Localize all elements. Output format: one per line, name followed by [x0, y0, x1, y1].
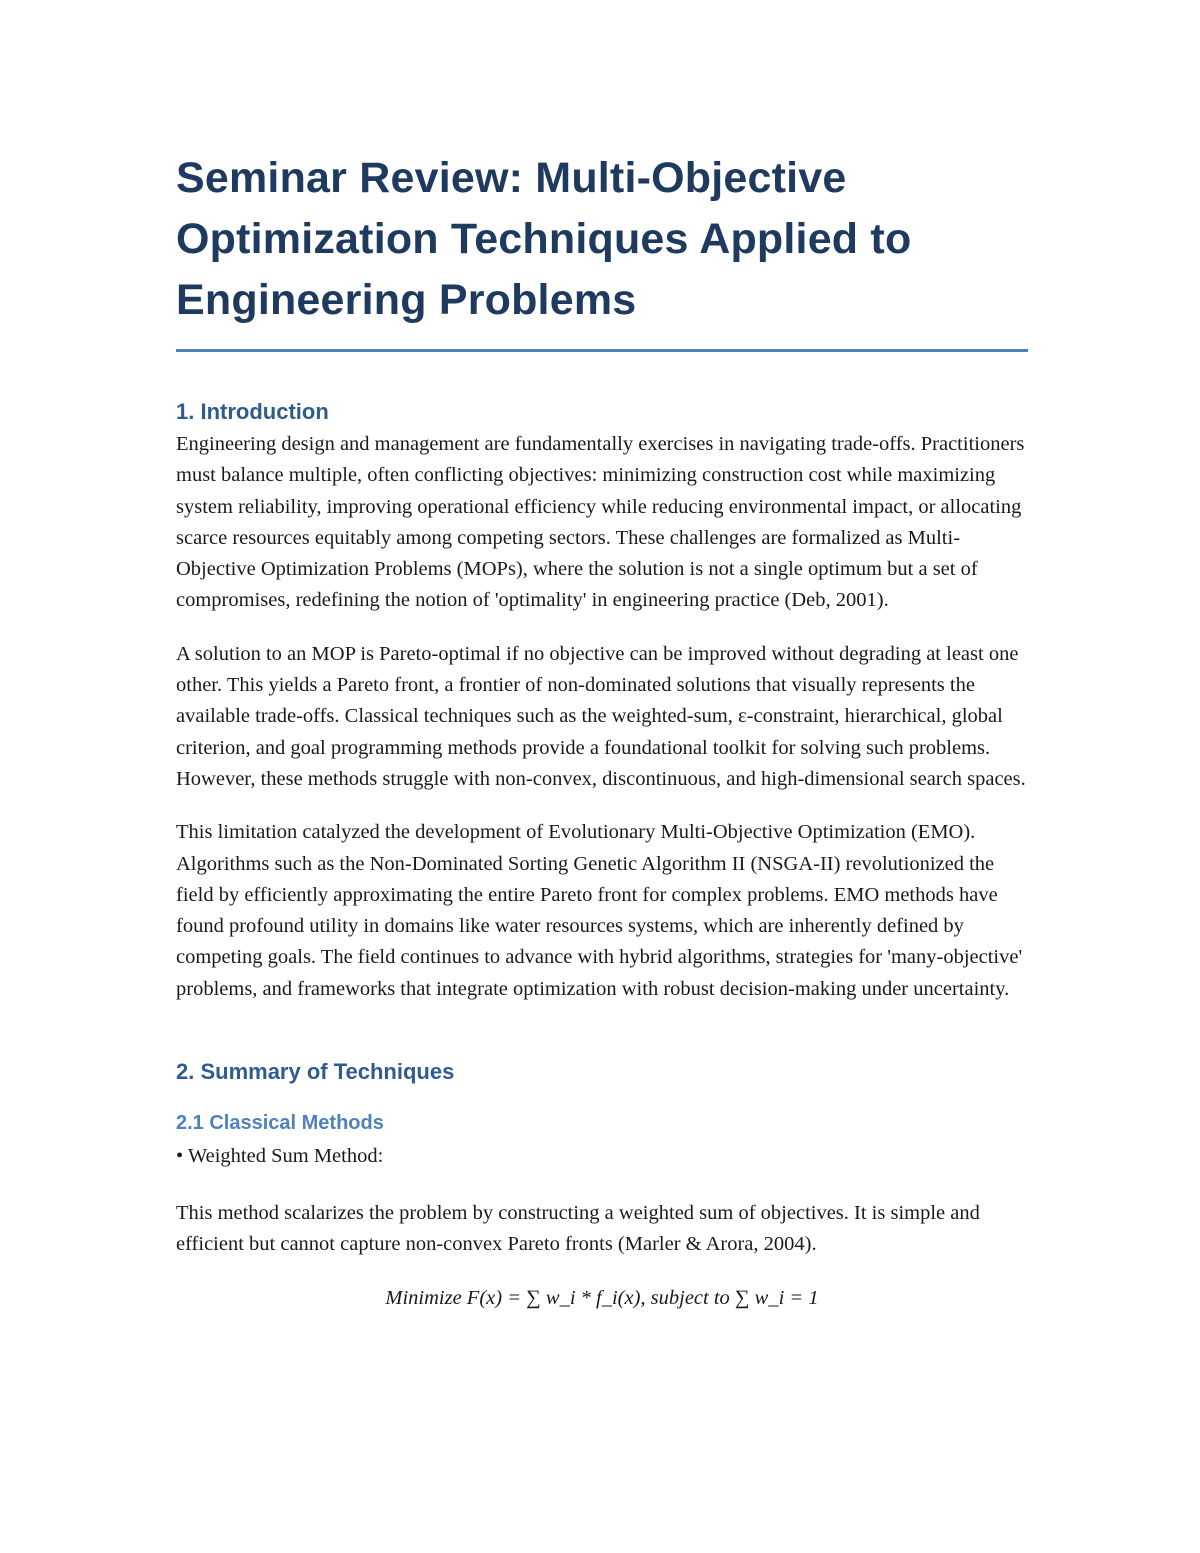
weighted-sum-paragraph: This method scalarizes the problem by constructing a weighted sum of objectives. It is simple and efficient but cannot capture non-convex Pareto fronts (Marler & Arora, 2004). — [176, 1202, 980, 1256]
intro-paragraph-1: Engineering design and management are fundamentally exercises in navigating trade-offs. Practitioners must balance multiple, often conflicting objectives: minimizing construction cost while maximizing system reliability, improving operational efficiency while reducing environmental impact, or allocating scarce resources equitably among competing sectors. These challenges are formalized as Multi-Objective Optimization Problems (MOPs), where the solution is not a single optimum but a set of compromises, redefining the notion of 'optimality' in engineering practice (Deb, 2001). — [176, 433, 1025, 612]
section-heading-introduction: 1. Introduction — [176, 399, 329, 424]
intro-paragraph-3: This limitation catalyzed the development of Evolutionary Multi-Objective Optimization (EMO). Algorithms such as the Non-Dominated Sorting Genetic Algorithm II (NSGA-II) revolutionized the field by efficiently approximating the entire Pareto front for complex problems. EMO methods have found profound utility in domains like water resources systems, which are inherently defined by competing goals. The field continues to advance with hybrid algorithms, strategies for 'many-objective' problems, and frameworks that integrate optimization with robust decision-making under uncertainty. — [176, 821, 1023, 1000]
document-title: Seminar Review: Multi-Objective Optimization Techniques Applied to Engineering Problems — [176, 154, 912, 324]
title-underline — [176, 349, 1028, 352]
section-heading-techniques: 2. Summary of Techniques — [176, 1059, 455, 1085]
weighted-sum-formula: Minimize F(x) = ∑ w_i * f_i(x), subject to ∑ w_i = 1 — [385, 1286, 819, 1309]
document-content — [176, 148, 1028, 1314]
bullet-weighted-sum: • Weighted Sum Method: — [176, 1145, 384, 1168]
intro-paragraph-2: A solution to an MOP is Pareto-optimal if no objective can be improved without degrading at least one other. This yields a Pareto front, a frontier of non-dominated solutions that visually represents the available trade-offs. Classical techniques such as the weighted-sum, ε-constraint, hierarchical, global criterion, and goal programming methods provide a foundational toolkit for solving such problems. However, these methods struggle with non-convex, discontinuous, and high-dimensional search spaces. — [176, 642, 1026, 790]
subsection-heading-classical: 2.1 Classical Methods — [176, 1112, 384, 1135]
